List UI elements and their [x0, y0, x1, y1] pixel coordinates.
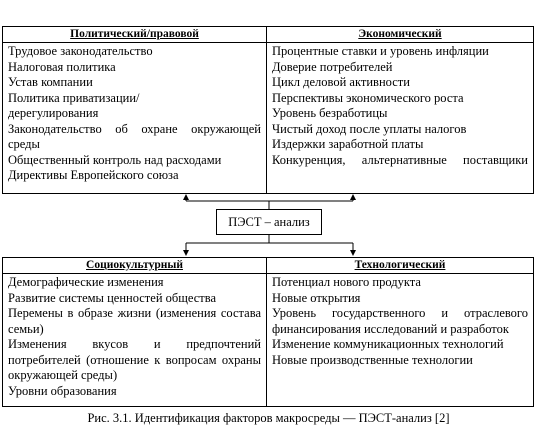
technological-item: Новые открытия	[272, 290, 361, 305]
technological-list	[267, 274, 533, 368]
sociocultural-item: Перемены в образе жизни (изменения состава семьи)	[8, 306, 261, 336]
economic-item: Конкуренция, альтернативные поставщики	[272, 152, 528, 167]
technological-item: Новые производственные технологии	[272, 352, 473, 367]
sociocultural-column	[3, 258, 267, 406]
sociocultural-item: Изменения вкусов и предпочтений потребителей (отношение к вопросам охраны окружающей среды)	[8, 337, 261, 382]
pest-analysis-box: ПЭСТ – анализ	[216, 209, 322, 235]
economic-item: Уровень безработицы	[272, 106, 388, 120]
economic-item: Цикл деловой активности	[272, 75, 410, 89]
sociocultural-item: Уровни образования	[8, 383, 117, 398]
sociocultural-item: Развитие системы ценностей общества	[8, 290, 217, 305]
political-item: Общественный контроль над расходами	[8, 152, 222, 167]
technological-header: Технологический	[267, 258, 533, 274]
technological-item: Потенциал нового продукта	[272, 275, 421, 289]
sociocultural-list	[3, 274, 266, 399]
political-item: Политика приватизации/дерегулирования	[8, 90, 140, 120]
technological-item: Изменение коммуникационных технологий	[272, 337, 504, 351]
political-item: Устав компании	[8, 75, 93, 89]
figure-caption: Рис. 3.1. Идентификация факторов макросреды — ПЭСТ-анализ [2]	[87, 411, 450, 425]
technological-column	[267, 258, 533, 406]
sociocultural-item: Демографические изменения	[8, 275, 164, 289]
bottom-factor-table	[2, 257, 534, 407]
political-item: Налоговая политика	[8, 59, 116, 74]
economic-item: Перспективы экономического роста	[272, 90, 464, 105]
economic-item: Чистый доход после уплаты налогов	[272, 121, 467, 136]
economic-header: Экономический	[267, 27, 533, 43]
economic-item: Издержки заработной платы	[272, 137, 424, 151]
political-item: Законодательство об охране окружающей среды	[8, 121, 261, 151]
economic-item: Доверие потребителей	[272, 59, 393, 74]
political-item: Трудовое законодательство	[8, 44, 153, 58]
political-header: Политический/правовой	[3, 27, 266, 43]
political-item: Директивы Европейского союза	[8, 168, 179, 182]
economic-item: Процентные ставки и уровень инфляции	[272, 44, 489, 58]
technological-item: Уровень государственного и отраслевого финансирования исследований и разработок	[272, 306, 528, 336]
sociocultural-header: Социокультурный	[3, 258, 266, 274]
